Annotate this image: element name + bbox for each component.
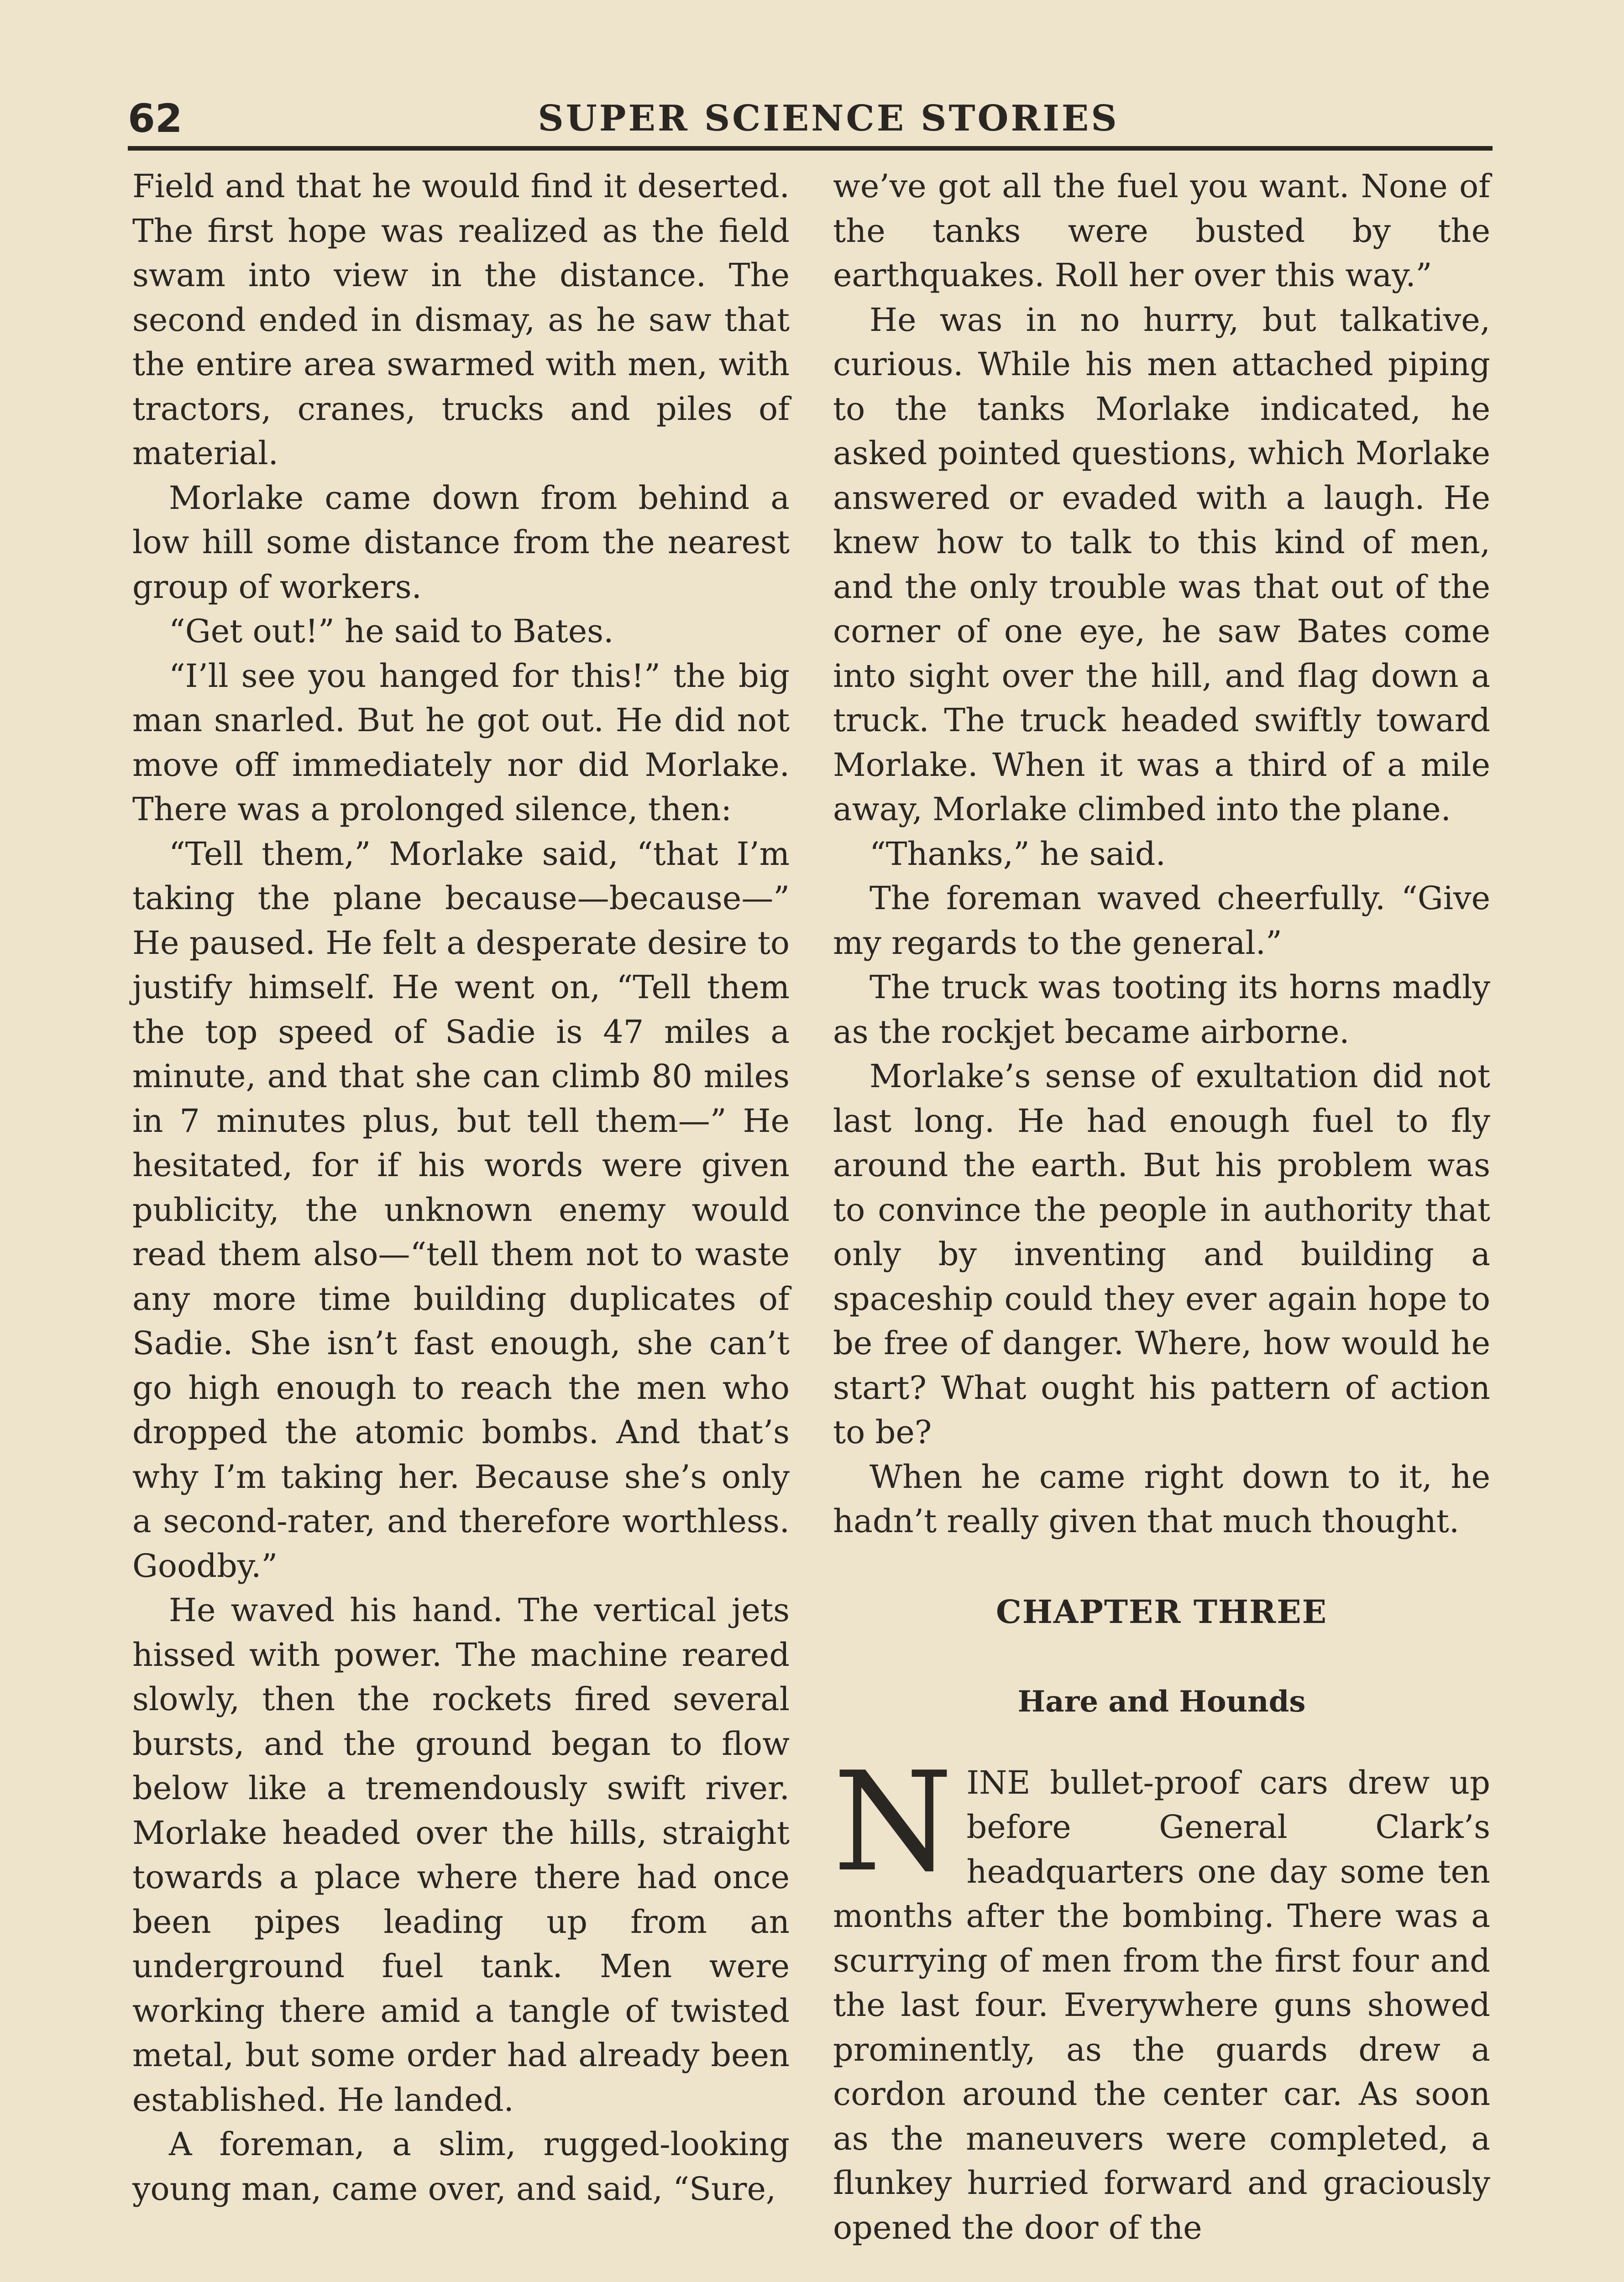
paragraph: Morlake came down from behind a low hill some distance from the nearest group of workers. [132,479,790,606]
left-column [132,164,790,2211]
paragraph: Field and that he would find it deserted. The first hope was realized as the field swam into view in the distance. The second ended in dismay, as he saw that the entire area swarmed with men, with tractors, cranes, trucks and piles of material. [132,167,790,472]
chapter-heading: CHAPTER THREE [996,1592,1327,1631]
paragraph: He waved his hand. The vertical jets hissed with power. The machine reared slowly, then the rockets fired several bursts, and the ground began to flow below like a tremendously swift river. Morlake headed over the hills, straight towards a place where there had once been pipes leading up from an underground fuel tank. Men were working there amid a tangle of twisted metal, but some order had already been established. He landed. [132,1591,790,2119]
page-header [128,91,1493,151]
opening-paragraph-text: INE bullet-proof cars drew up before General Clark’s headquarters one day some ten months after the bombing. There was a scurrying of men from the first four and the last four. Everywhere guns showed prominently, as the guards drew a cordon around the center car. As soon as the maneuvers were completed, a flunkey hurried forward and graciously opened the door of the [833,1764,1490,2246]
paragraph: “Thanks,” he said. [870,835,1166,873]
page-number: 62 [128,96,183,141]
paragraph: A foreman, a slim, rugged-looking young man, came over, and said, “Sure, [132,2125,790,2208]
paragraph: “I’ll see you hanged for this!” the big man snarled. But he got out. He did not move off immediately nor did Morlake. There was a prolonged silence, then: [132,657,790,828]
right-column [833,164,1490,2250]
opening-paragraph [833,1742,1490,2251]
paragraph: The foreman waved cheerfully. “Give my regards to the general.” [833,879,1490,962]
paragraph: we’ve got all the fuel you want. None of the tanks were busted by the earthquakes. Roll her over this way.” [833,167,1490,294]
chapter-title: Hare and Hounds [1017,1685,1306,1719]
running-head: SUPER SCIENCE STORIES [538,98,1119,139]
paragraph: He was in no hurry, but talkative, curious. While his men attached piping to the tanks Morlake indicated, he asked pointed questions, which Morlake answered or evaded with a laugh. He knew how to talk to this kind of men, and the only trouble was that out of the corner of one eye, he saw Bates come into sight over the hill, and flag down a truck. The truck headed swiftly toward Morlake. When it was a third of a mile away, Morlake climbed into the plane. [833,301,1490,828]
paragraph: Morlake’s sense of exultation did not last long. He had enough fuel to fly around the earth. But his problem was to convince the people in authority that only by inventing and building a spaceship could they ever again hope to be free of danger. Where, how would he start? What ought his pattern of action to be? [833,1057,1490,1451]
paragraph: “Get out!” he said to Bates. [169,612,614,650]
paragraph: The truck was tooting its horns madly as the rockjet became airborne. [833,968,1490,1051]
drop-cap: N [833,1742,953,1902]
paragraph: “Tell them,” Morlake said, “that I’m taking the plane because—because—” He paused. He felt a desperate desire to justify himself. He went on, “Tell them the top speed of Sadie is 47 miles a minute, and that she can climb 80 miles in 7 minutes plus, but tell them—” He hesitated, for if his words were given publicity, the unknown enemy would read them also—“tell them not to waste any more time building duplicates of Sadie. She isn’t fast enough, she can’t go high enough to reach the men who dropped the atomic bombs. And that’s why I’m taking her. Because she’s only a second-rater, and therefore worthless. Goodby.” [132,835,790,1585]
paragraph: When he came right down to it, he hadn’t really given that much thought. [833,1458,1490,1540]
